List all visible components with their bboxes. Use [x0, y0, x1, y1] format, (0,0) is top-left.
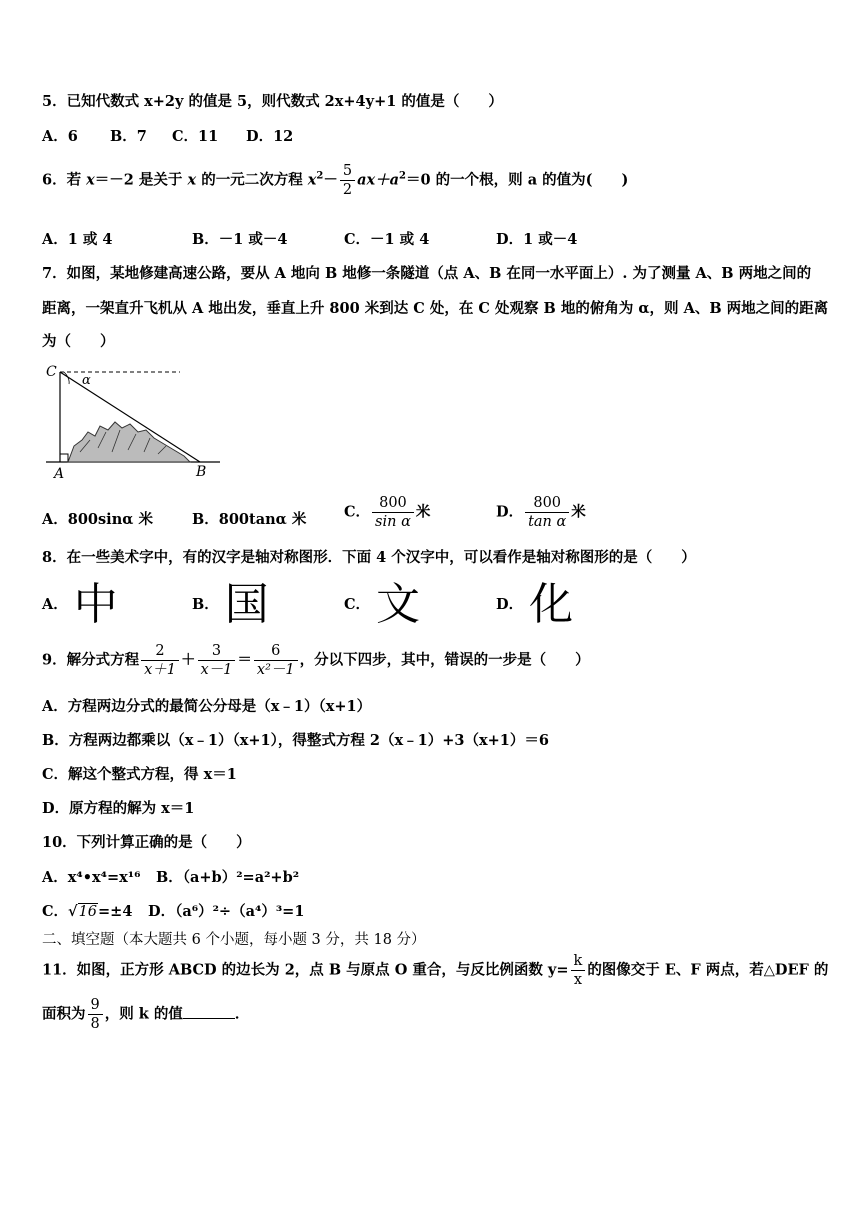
q7-option-c-den: sin α [375, 514, 411, 530]
q8-option-d [496, 579, 574, 630]
q7-option-a: A．800sinα 米 [42, 511, 153, 528]
q9-equals: ＝ [237, 651, 252, 669]
q6-stem: 6．若 x＝－2 是关于 x 的一元二次方程 $x^2-$ $\frac{5}{2}$ $ax+a^2=0$ 的一个根，则 a 的值为( ) [42, 163, 629, 198]
q8-option-c-char: 文 [376, 579, 421, 630]
q11-k-num: k [571, 952, 586, 971]
q9-frac-3 [254, 642, 298, 679]
q11-area-fraction [88, 996, 103, 1033]
q7-option-c-label: C． [344, 503, 371, 521]
q5-option-b: B．7 [110, 128, 147, 145]
q7-option-d-label: D． [496, 503, 524, 521]
q11-k-den: x [573, 972, 582, 988]
figure-label-alpha: α [82, 373, 91, 388]
q6-eq: ＝－2 是关于 [94, 171, 188, 189]
q9-frac-1 [141, 642, 179, 679]
q11-line1 [42, 952, 828, 989]
q7-option-d [496, 494, 586, 531]
q9-frac-2-num: 3 [198, 642, 236, 661]
q6-option-a: A．1 或 4 [42, 231, 113, 248]
q9-frac-2 [198, 642, 236, 679]
q5-stem: 5．已知代数式 x+2y 的值是 5，则代数式 2x+4y+1 的值是（ ） [42, 93, 503, 110]
figure-label-c: C [46, 364, 57, 380]
q9-frac-3-num: 6 [254, 642, 298, 661]
q11-line2-pre: 面积为 [42, 1005, 86, 1023]
q7-line3: 为（ ） [42, 333, 115, 350]
q8-option-b-label: B． [192, 596, 219, 613]
q9-option-b: B．方程两边都乘以（x﹣1）（x+1），得整式方程 2（x﹣1）+3（x+1）＝6 [42, 732, 549, 749]
q5-option-c: C．11 [172, 128, 219, 145]
q10-option-d: D．（a⁶）²÷（a⁴）³=1 [148, 903, 305, 920]
q6-frac-den: 2 [342, 182, 353, 198]
q11-line1-pre: 11．如图，正方形 ABCD 的边长为 2，点 B 与原点 O 重合，与反比例函数 y= [42, 961, 569, 979]
q10-option-c-radicand: 16 [78, 904, 98, 920]
q9-frac-1-den: x＋1 [144, 662, 176, 678]
q8-option-c-label: C． [344, 596, 371, 613]
q11-area-den: 8 [90, 1016, 100, 1032]
q6-eq-minus: － [323, 171, 338, 189]
q11-line2-post: ，则 k 的值 [104, 1005, 183, 1023]
q10-option-a: A．x⁴•x⁴=x¹⁶ [42, 869, 141, 886]
q10-option-c: C．√16=±4 [42, 903, 133, 920]
q7-option-d-unit: 米 [571, 503, 586, 521]
q9-frac-3-den: x²－1 [256, 662, 295, 678]
q9-plus: ＋ [181, 651, 196, 669]
q11-line2-end: ． [234, 1005, 250, 1023]
q7-figure [40, 362, 230, 482]
q8-option-c [344, 579, 421, 630]
q6-fraction [340, 162, 355, 199]
q9-option-a: A．方程两边分式的最简公分母是（x﹣1）（x+1） [42, 698, 372, 715]
q9-option-d: D．原方程的解为 x＝1 [42, 800, 195, 817]
q6-var2: x [187, 171, 197, 189]
q7-line1: 7．如图，某地修建高速公路，要从 A 地向 B 地修一条隧道（点 A、B 在同一水平面上）. 为了测量 A、B 两地之间的 [42, 265, 812, 282]
q8-option-b-char: 国 [224, 579, 269, 630]
q7-option-c-num: 800 [372, 494, 414, 513]
q6-option-c: C．－1 或 4 [344, 231, 430, 248]
q9-stem [42, 642, 590, 679]
q11-answer-blank[interactable] [183, 1004, 235, 1019]
q8-option-d-label: D． [496, 596, 524, 613]
q6-eq-x: x [307, 171, 317, 189]
q11-k-fraction [571, 952, 586, 989]
q11-line1-post: 的图像交于 E、F 两点，若△DEF 的 [587, 961, 829, 979]
q8-option-a [42, 579, 118, 630]
q6-frac-num: 5 [340, 162, 355, 181]
figure-label-b: B [196, 464, 207, 480]
q8-option-a-label: A． [42, 596, 68, 613]
q6-var1: x [86, 171, 95, 189]
q7-option-b: B．800tanα 米 [192, 511, 307, 528]
q6-option-b: B．－1 或－4 [192, 231, 288, 248]
q7-option-c [344, 494, 430, 531]
q7-option-c-unit: 米 [415, 503, 431, 521]
q9-post: ，分以下四步，其中，错误的一步是（ ） [299, 651, 590, 669]
q7-option-d-num: 800 [525, 494, 569, 513]
q8-option-a-char: 中 [73, 579, 118, 630]
q8-option-d-char: 化 [529, 579, 574, 630]
q7-line2: 距离，一架直升飞机从 A 地出发，垂直上升 800 米到达 C 处，在 C 处观察 B 地的俯角为 α，则 A、B 两地之间的距离 [42, 300, 829, 317]
q5-option-a: A．6 [42, 128, 78, 145]
q9-pre: 9．解分式方程 [42, 651, 140, 669]
q7-option-c-fraction [372, 494, 414, 531]
section-2-title: 二、填空题（本大题共 6 个小题，每小题 3 分，共 18 分） [42, 932, 426, 948]
q6-eq-ax: ax＋a [357, 171, 400, 189]
q7-option-d-den: tan α [528, 514, 567, 530]
q6-eq-rest: ＝0 的一个根，则 a 的值为( ) [406, 171, 629, 189]
q6-pre: 6．若 [42, 171, 87, 189]
q6-mid: 的一元二次方程 [196, 171, 308, 189]
q5-option-d: D．12 [246, 128, 294, 145]
q11-area-num: 9 [88, 996, 103, 1015]
q9-frac-1-num: 2 [141, 642, 179, 661]
q9-frac-2-den: x－1 [200, 662, 233, 678]
q9-option-c: C．解这个整式方程，得 x＝1 [42, 766, 237, 783]
q10-option-b: B．（a+b）²=a²+b² [156, 869, 300, 886]
q8-stem: 8．在一些美术字中，有的汉字是轴对称图形．下面 4 个汉字中，可以看作是轴对称图形的是（ ） [42, 549, 696, 566]
q7-option-d-fraction [525, 494, 569, 531]
q8-option-b [192, 579, 269, 630]
q11-line2 [42, 996, 249, 1033]
q10-option-c-label: C． [42, 903, 69, 920]
figure-label-a: A [54, 466, 65, 482]
q6-option-d: D．1 或－4 [496, 231, 578, 248]
q10-option-c-rest: =±4 [98, 903, 133, 920]
q10-stem: 10．下列计算正确的是（ ） [42, 834, 251, 851]
